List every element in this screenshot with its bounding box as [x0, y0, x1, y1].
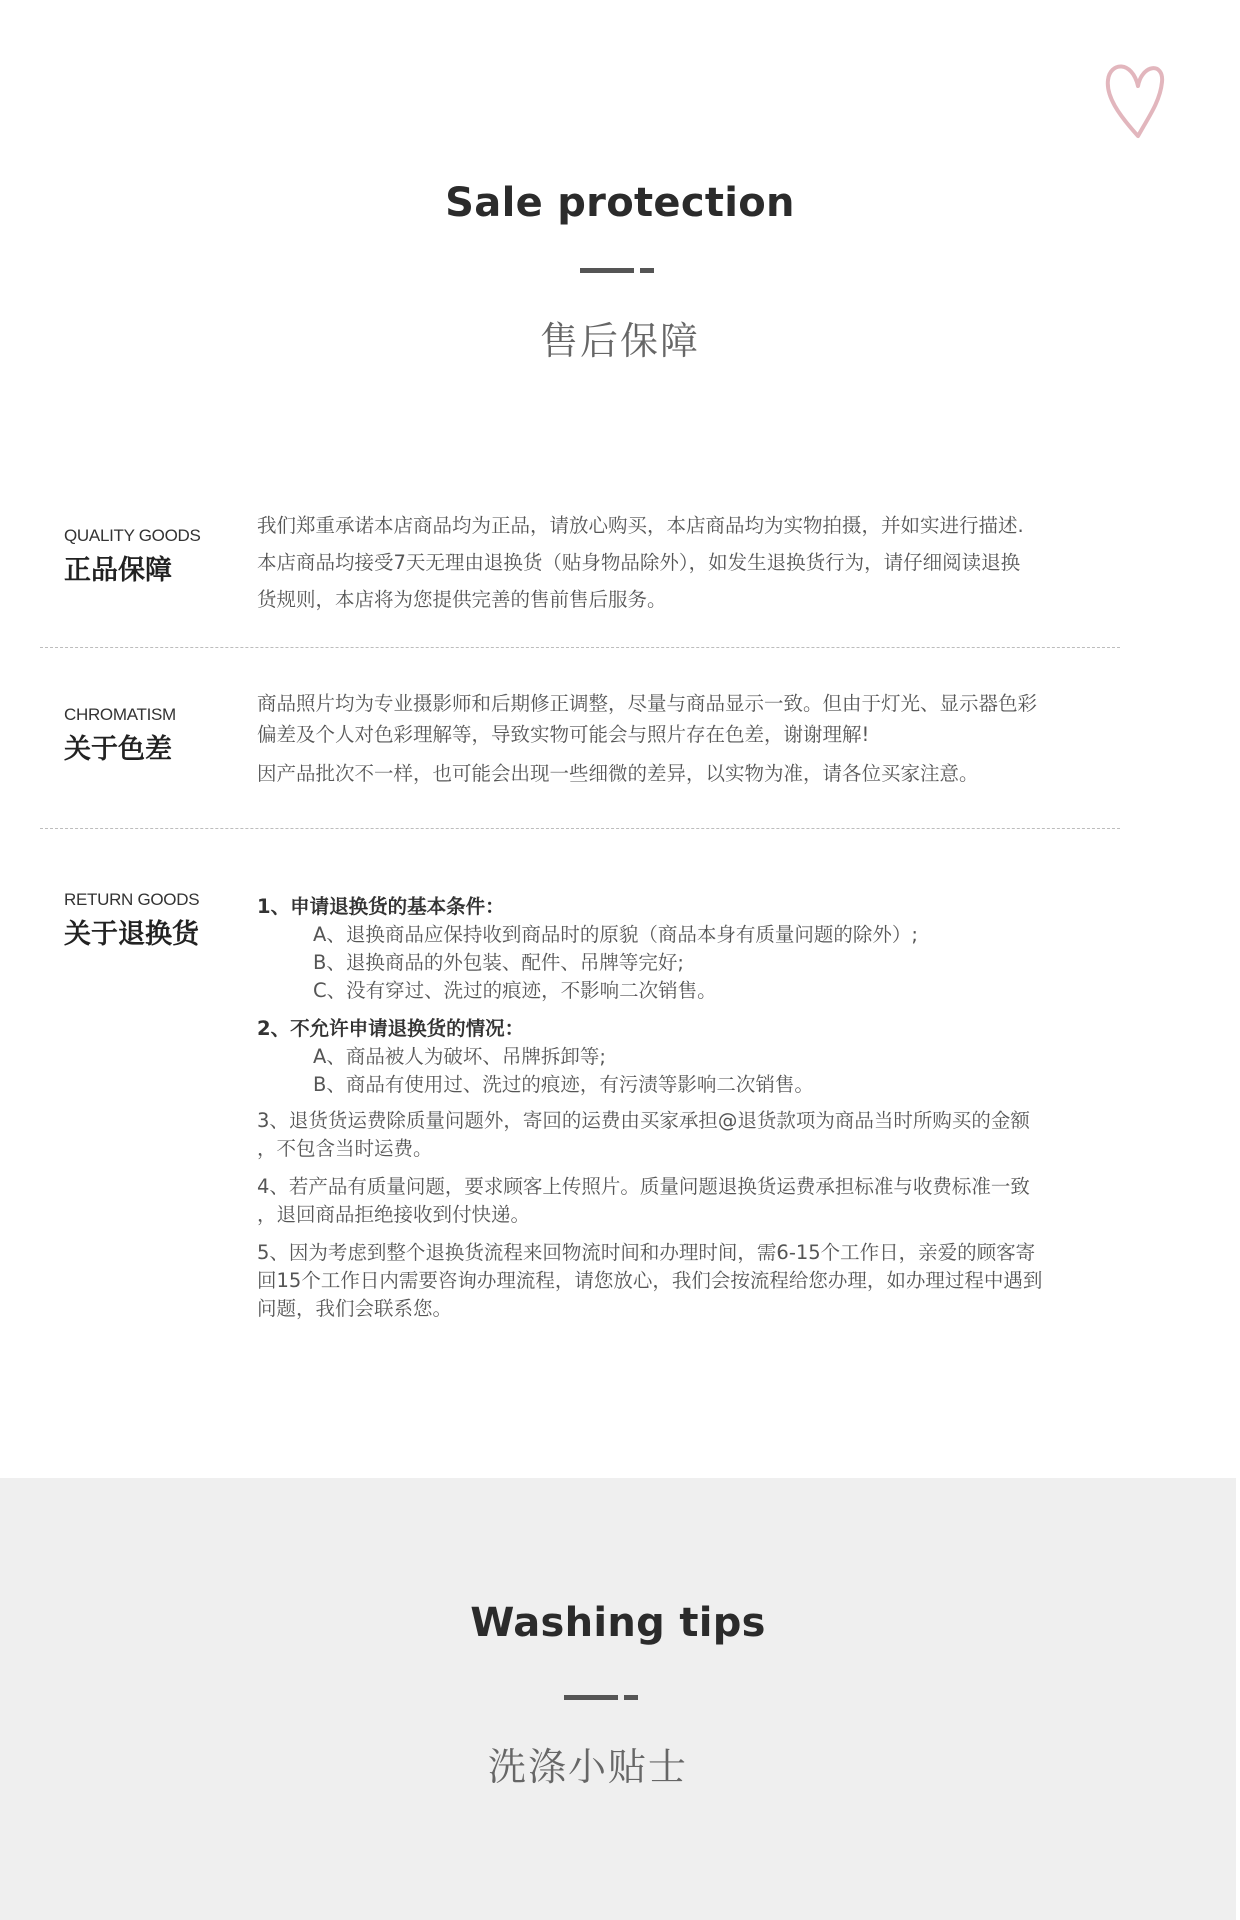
return-goods-label-zh: 关于退换货 — [64, 919, 199, 950]
washing-tips-section — [0, 1478, 1236, 1920]
section-divider — [40, 828, 1120, 829]
quality-goods-label-zh: 正品保障 — [64, 555, 172, 586]
return-rule-sub: A、退换商品应保持收到商品时的原貌（商品本身有质量问题的除外）; — [313, 923, 918, 946]
return-rule-2 — [257, 1015, 1117, 1099]
chromatism-label-zh: 关于色差 — [64, 734, 172, 765]
washing-tips-subtitle: 洗涤小贴士 — [487, 1745, 688, 1789]
quality-goods-text — [257, 507, 1107, 618]
return-rule-line: 回15个工作日内需要咨询办理流程，请您放心，我们会按流程给您办理，如办理过程中遇到 — [257, 1269, 1043, 1292]
quality-goods-label-en: QUALITY GOODS — [64, 526, 201, 545]
chromatism-line: 商品照片均为专业摄影师和后期修正调整，尽量与商品显示一致。但由于灯光、显示器色彩 — [257, 692, 1038, 715]
return-rule-sub: A、商品被人为破坏、吊牌拆卸等; — [313, 1045, 606, 1068]
return-rule-line: ，退回商品拒绝接收到付快递。 — [257, 1203, 531, 1226]
return-rule-sub: B、退换商品的外包装、配件、吊牌等完好; — [313, 951, 684, 974]
return-rule-line: 问题，我们会联系您。 — [257, 1297, 453, 1320]
quality-goods-label — [64, 526, 201, 587]
return-rule-line: 4、若产品有质量问题，要求顾客上传照片。质量问题退换货运费承担标准与收费标准一致 — [257, 1175, 1030, 1198]
return-rule-5 — [257, 1239, 1117, 1323]
return-rule-line: ，不包含当时运费。 — [257, 1137, 433, 1160]
title-bar-short — [624, 1695, 638, 1700]
quality-line: 货规则，本店将为您提供完善的售前售后服务。 — [257, 588, 667, 611]
title-bar-long — [564, 1695, 618, 1700]
return-goods-label — [64, 890, 199, 951]
chromatism-line: 偏差及个人对色彩理解等，导致实物可能会与照片存在色差，谢谢理解! — [257, 723, 870, 746]
title-bar-long — [580, 268, 634, 273]
quality-line: 本店商品均接受7天无理由退换货（贴身物品除外），如发生退换货行为，请仔细阅读退换 — [257, 551, 1021, 574]
chromatism-label-en: CHROMATISM — [64, 705, 176, 724]
return-rule-4 — [257, 1173, 1117, 1229]
chromatism-line: 因产品批次不一样，也可能会出现一些细微的差异，以实物为准，请各位买家注意。 — [257, 762, 979, 785]
chromatism-text — [257, 688, 1107, 789]
return-rule-title: 1、申请退换货的基本条件： — [257, 895, 505, 918]
return-rule-line: 3、退货货运费除质量问题外，寄回的运费由买家承担@退货款项为商品当时所购买的金额 — [257, 1109, 1030, 1132]
return-goods-label-en: RETURN GOODS — [64, 890, 200, 909]
return-rule-sub: B、商品有使用过、洗过的痕迹，有污渍等影响二次销售。 — [313, 1073, 814, 1096]
return-rule-line: 5、因为考虑到整个退换货流程来回物流时间和办理时间，需6-15个工作日，亲爱的顾客寄 — [257, 1241, 1036, 1264]
return-rule-title: 2、不允许申请退换货的情况： — [257, 1017, 525, 1040]
heart-icon — [1100, 52, 1170, 142]
washing-tips-title: Washing tips — [470, 1600, 766, 1646]
quality-line: 我们郑重承诺本店商品均为正品，请放心购买，本店商品均为实物拍摄，并如实进行描述. — [257, 514, 1024, 537]
chromatism-label — [64, 705, 176, 766]
return-rule-3 — [257, 1107, 1117, 1163]
return-goods-text — [257, 893, 1117, 1333]
sale-protection-title: Sale protection — [445, 180, 795, 226]
sale-protection-subtitle: 售后保障 — [539, 319, 700, 363]
title-bar-short — [640, 268, 654, 273]
section-divider — [40, 647, 1120, 648]
return-rule-sub: C、没有穿过、洗过的痕迹，不影响二次销售。 — [313, 979, 717, 1002]
return-rule-1 — [257, 893, 1117, 1005]
